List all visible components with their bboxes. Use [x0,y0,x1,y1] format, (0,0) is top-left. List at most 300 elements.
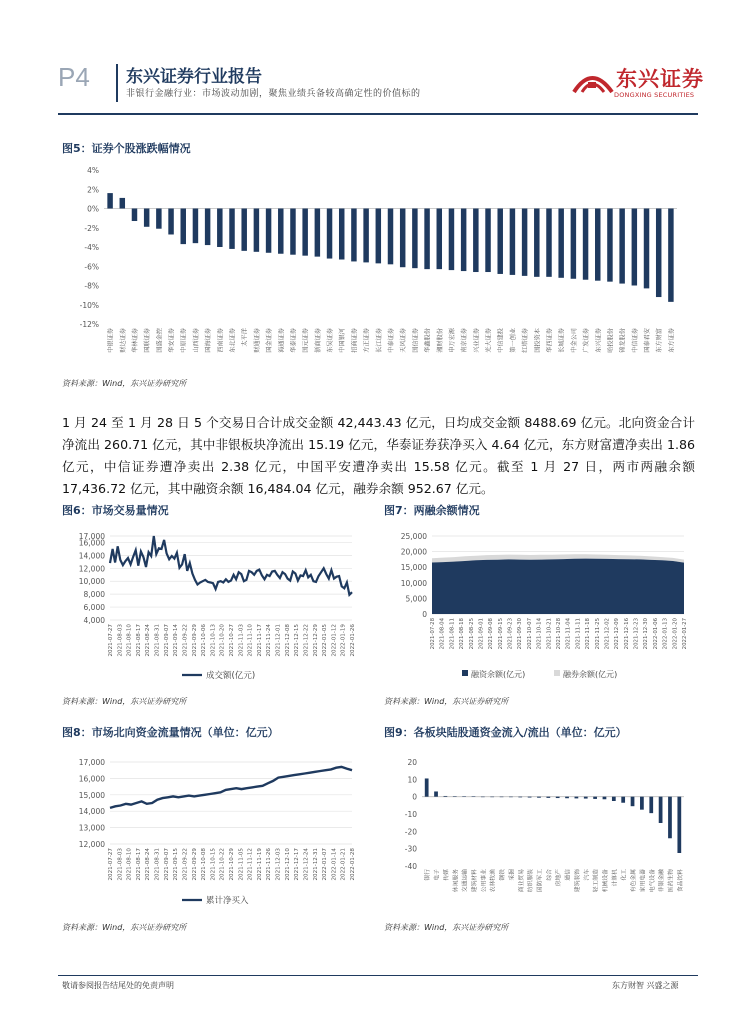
x-label-综合: 综合 [546,869,553,881]
bar-建筑材料 [472,796,476,797]
x-tick-2021-12-08: 2021-12-08 [284,624,291,657]
bar-中国银河 [339,209,344,260]
x-label-医药生物: 医药生物 [668,869,675,893]
x-label-招商证券: 招商证券 [351,328,359,353]
bar-电气设备 [649,797,653,813]
x-label-机械设备: 机械设备 [602,869,609,893]
x-label-电气设备: 电气设备 [649,869,656,893]
x-label-天风证券: 天风证券 [400,328,408,353]
x-label-国盛金控: 国盛金控 [156,328,164,353]
x-label-华林证券: 华林证券 [131,328,139,353]
chart-northbound-flow [62,752,362,912]
figure8-source: 资料来源：Wind，东兴证券研究所 [62,923,187,932]
x-label-家用电器: 家用电器 [640,869,647,893]
x-tick-2021-11-17: 2021-11-17 [256,624,263,657]
legend-label-融资: 融资余额(亿元) [471,670,526,679]
x-label-太平洋: 太平洋 [241,328,249,347]
x-tick-2021-11-24: 2021-11-24 [266,624,273,657]
x-tick-2021-11-18: 2021-11-18 [585,618,592,650]
x-label-房地产: 房地产 [556,869,563,887]
bar-广发证券 [583,209,588,280]
legend-label: 成交额(亿元) [206,671,256,681]
body-paragraph: 1 月 24 至 1 月 28 日 5 个交易日合计成交金额 42,443.43 亿元，日均成交金额 8488.69 亿元。北向资金合计净流出 260.71 亿元，其中非银板块净流出 15.19 亿元，华泰证券获净买入 4.64 亿元，东方财富遭净卖出 1.86 亿元，中信证券遭净卖出 2.38 亿元，中国平安遭净卖出 15.58 亿元。截至 1 月 27 日，两市两融余额 17,436.72 亿元，其中融资余额 16,484.04 亿元，融券余额 952.67 亿元。 [62,415,695,496]
bar-太平洋 [241,209,246,251]
bar-华泰证券 [290,209,295,255]
legend-swatch-融资 [462,670,468,676]
report-title: 东兴证券行业报告 [126,67,262,87]
x-tick-2021-09-08: 2021-09-08 [488,618,495,650]
y-tick-label-0: 25,000 [400,532,427,541]
y-tick-label-5: -6% [84,262,99,272]
x-tick-2021-08-17: 2021-08-17 [135,624,142,657]
bar-方正证券 [363,209,368,263]
x-label-第一创业: 第一创业 [509,328,517,353]
bar-计算机 [612,797,616,801]
x-label-海通证券: 海通证券 [278,328,286,353]
x-label-华鑫股份: 华鑫股份 [424,328,432,353]
x-label-长城证券: 长城证券 [558,328,566,353]
x-tick-2021-09-07: 2021-09-07 [163,848,170,881]
x-label-轻工制造: 轻工制造 [593,869,600,893]
bar-天风证券 [400,209,405,268]
bar-采掘 [509,797,513,798]
bar-中原证券 [181,209,186,245]
bar-建筑装饰 [575,797,579,799]
x-label-山西证券: 山西证券 [192,328,200,353]
y-tick-label-2: 15,000 [78,790,105,800]
bar-非银金融 [659,797,663,823]
figure7-title: 图7：两融余额情况 [384,504,480,517]
x-label-华泰证券: 华泰证券 [290,328,298,353]
x-tick-2021-10-20: 2021-10-20 [219,624,226,657]
report-subtitle: 非银行金融行业：市场波动加剧，聚焦业绩兵备较高确定性的价值标的 [126,89,421,99]
legend-swatch-融券 [554,670,560,676]
bar-综合 [546,797,550,798]
x-label-休闲服务: 休闲服务 [453,869,460,893]
bar-家用电器 [640,797,644,810]
x-label-商业贸易: 商业贸易 [518,869,525,893]
bar-红塔证券 [522,209,527,276]
bar-房地产 [556,797,560,798]
x-tick-2022-01-26: 2022-01-26 [350,624,356,657]
y-tick-label-1: 10 [407,775,417,785]
bar-医药生物 [668,797,672,839]
bar-轻工制造 [593,797,597,799]
x-label-南京证券: 南京证券 [461,328,469,353]
bar-长江证券 [376,209,381,264]
y-tick-label-4: -4% [84,243,99,252]
bar-中泰证券 [388,209,393,265]
x-label-华西证券: 华西证券 [546,328,554,353]
bar-商业贸易 [518,797,522,798]
x-label-光大证券: 光大证券 [485,328,493,353]
bar-申万宏源 [449,209,454,271]
bar-国信证券 [412,209,417,269]
bar-化工 [621,797,625,803]
x-tick-2021-08-31: 2021-08-31 [154,624,161,657]
x-tick-2021-07-27: 2021-07-27 [108,848,114,881]
x-tick-2021-08-11: 2021-08-11 [449,618,456,650]
x-tick-2021-08-10: 2021-08-10 [126,624,133,657]
y-tick-label-2: 0 [412,792,417,802]
x-label-红塔证券: 红塔证券 [522,328,530,353]
chart-sector-flow [384,752,694,920]
x-label-食品饮料: 食品饮料 [677,869,684,893]
bar-华安证券 [168,209,173,235]
legend-label-融券: 融券余额(亿元) [563,670,618,679]
y-tick-label-8: -12% [79,320,99,329]
bar-海通证券 [278,209,283,254]
x-tick-2021-11-12: 2021-11-12 [247,848,254,881]
x-label-财达证券: 财达证券 [119,328,127,353]
x-label-计算机: 计算机 [612,869,619,887]
x-tick-2021-12-31: 2021-12-31 [312,848,319,881]
footer-slogan: 东方财智 兴盛之源 [612,981,679,990]
y-tick-label-7: 4,000 [83,616,105,625]
x-label-华安证券: 华安证券 [168,328,176,353]
x-label-银行: 银行 [425,869,432,881]
x-label-长江证券: 长江证券 [375,328,383,353]
x-label-电子: 电子 [434,869,441,881]
x-label-中原证券: 中原证券 [180,328,188,353]
x-tick-2021-10-22: 2021-10-22 [219,848,226,881]
bar-国元证券 [302,209,307,256]
y-tick-label-0: 20 [407,758,417,767]
chart-stock-changes [62,160,692,365]
x-tick-2021-10-06: 2021-10-06 [201,624,208,657]
x-label-国联证券: 国联证券 [144,328,152,353]
y-tick-label-5: -30 [404,844,417,854]
x-label-建筑材料: 建筑材料 [471,869,478,893]
x-tick-2021-12-01: 2021-12-01 [275,624,282,657]
y-tick-label-6: 6,000 [83,603,105,613]
series-line-累计净买入 [110,767,352,808]
x-tick-2022-01-20: 2022-01-20 [672,618,679,650]
bar-华鑫股份 [424,209,429,270]
x-tick-2021-09-15: 2021-09-15 [173,848,180,881]
x-label-东北证券: 东北证券 [229,328,237,353]
chart-trading-volume [62,528,362,688]
bar-有色金属 [631,797,635,807]
x-label-国元证券: 国元证券 [302,328,310,353]
figure9-source: 资料来源：Wind，东兴证券研究所 [384,923,509,932]
bar-哈投股份 [607,209,612,282]
x-tick-2021-12-09: 2021-12-09 [614,618,621,650]
x-label-东兴证券: 东兴证券 [595,328,603,353]
y-tick-label-2: 15,000 [400,563,427,573]
x-label-东吴证券: 东吴证券 [327,328,335,353]
x-tick-2021-12-24: 2021-12-24 [303,848,310,881]
bar-湘财股份 [437,209,442,270]
x-tick-2022-01-13: 2022-01-13 [662,618,669,650]
bar-东吴证券 [327,209,332,259]
y-tick-label-1: 20,000 [400,547,427,557]
x-label-财通证券: 财通证券 [253,328,261,353]
y-tick-label-5: 0 [422,610,427,619]
y-tick-label-1: 16,000 [78,774,105,784]
x-tick-2022-01-21: 2022-01-21 [340,848,347,881]
figure5-source: 资料来源：Wind，东兴证券研究所 [62,379,187,388]
y-tick-label-1: 16,000 [78,538,105,548]
y-tick-label-6: -40 [404,862,417,871]
x-label-中金公司: 中金公司 [570,328,578,353]
bar-山西证券 [193,209,198,244]
bar-电子 [434,791,438,796]
x-tick-2022-01-07: 2022-01-07 [322,848,329,881]
x-tick-2021-12-22: 2021-12-22 [303,624,310,657]
x-tick-2021-09-30: 2021-09-30 [517,618,524,650]
figure6-title: 图6：市场交易量情况 [62,504,169,517]
bar-财通证券 [254,209,259,252]
y-tick-label-3: -10 [404,810,417,819]
x-tick-2022-01-06: 2022-01-06 [652,618,659,650]
x-label-传媒: 传媒 [443,869,450,881]
y-tick-label-7: -10% [79,300,99,310]
x-tick-2022-01-28: 2022-01-28 [350,848,356,881]
bar-东方财富 [656,209,661,298]
x-label-中银证券: 中银证券 [107,328,115,353]
x-tick-2021-10-21: 2021-10-21 [546,618,553,650]
bar-通信 [565,797,569,799]
bar-南京证券 [461,209,466,272]
x-label-中信证券: 中信证券 [631,328,639,353]
x-tick-2021-09-29: 2021-09-29 [191,848,198,881]
x-tick-2021-08-03: 2021-08-03 [117,624,124,657]
x-label-汽车: 汽车 [584,869,591,881]
area-融资余额 [432,559,684,614]
x-tick-2022-01-05: 2022-01-05 [322,624,329,657]
footer-disclaimer: 敬请参阅报告结尾处的免责声明 [62,981,174,990]
x-tick-2021-11-19: 2021-11-19 [256,848,263,881]
bar-国盛金控 [156,209,161,229]
figure6-source: 资料来源：Wind，东兴证券研究所 [62,697,187,706]
x-label-钢铁: 钢铁 [500,869,507,881]
x-tick-2021-10-29: 2021-10-29 [229,848,235,881]
y-tick-label-4: 13,000 [78,823,105,833]
x-tick-2021-08-18: 2021-08-18 [459,618,466,650]
x-tick-2021-10-14: 2021-10-14 [536,618,543,650]
bar-中银证券 [107,193,112,208]
bar-国联证券 [144,209,149,227]
bar-东方证券 [668,209,673,302]
bar-中信建投 [497,209,502,274]
x-tick-2021-12-15: 2021-12-15 [294,624,301,657]
x-label-国海证券: 国海证券 [205,328,213,353]
bar-锦龙股份 [619,209,624,284]
bar-纺织服装 [528,797,532,798]
x-tick-2021-11-26: 2021-11-26 [266,848,273,881]
x-label-化工: 化工 [621,869,628,881]
x-label-非银金融: 非银金融 [659,869,666,893]
bar-国海证券 [205,209,210,246]
y-tick-label-3: 14,000 [78,807,105,817]
x-tick-2022-01-12: 2022-01-12 [331,624,338,657]
page-number: P4 [58,62,90,92]
x-label-国泰君安: 国泰君安 [644,328,652,353]
x-tick-2022-01-19: 2022-01-19 [340,624,347,657]
x-label-东方财富: 东方财富 [656,328,664,353]
x-tick-2021-11-25: 2021-11-25 [594,618,601,650]
x-tick-2021-08-24: 2021-08-24 [145,624,152,657]
bar-浙商证券 [315,209,320,257]
bar-钢铁 [500,797,504,798]
x-tick-2021-08-25: 2021-08-25 [468,618,475,650]
y-tick-label-4: 5,000 [405,594,427,604]
bar-汽车 [584,797,588,799]
logo-mark-icon [574,78,612,92]
bar-中信证券 [632,209,637,286]
x-tick-2021-09-15: 2021-09-15 [497,618,504,650]
bar-光大证券 [485,209,490,273]
chart-margin-balance [384,528,694,688]
y-tick-label-0: 17,000 [78,532,105,541]
x-tick-2021-12-29: 2021-12-29 [312,624,319,657]
y-tick-label-3: 12,000 [78,564,105,574]
bar-银行 [425,778,429,796]
y-tick-label-6: -8% [84,281,99,291]
bar-国防军工 [537,797,541,798]
x-tick-2021-10-13: 2021-10-13 [210,624,217,657]
figure9-title: 图9：各板块陆股通资金流入/流出（单位：亿元） [384,726,627,739]
y-tick-label-4: 10,000 [78,577,105,587]
x-tick-2021-07-28: 2021-07-28 [430,618,436,650]
bar-东北证券 [229,209,234,249]
x-label-国信证券: 国信证券 [412,328,420,353]
x-tick-2021-11-05: 2021-11-05 [238,848,245,881]
x-label-农林牧渔: 农林牧渔 [490,869,497,893]
y-tick-label-4: -20 [404,827,417,837]
logo-text-en: DONGXING SECURITIES [614,91,695,99]
y-tick-label-5: 12,000 [78,840,105,849]
x-label-哈投股份: 哈投股份 [607,328,615,353]
bar-华西证券 [546,209,551,277]
x-tick-2021-09-22: 2021-09-22 [182,624,189,657]
bar-兴业证券 [473,209,478,273]
x-tick-2022-01-14: 2022-01-14 [331,848,338,881]
x-tick-2021-08-04: 2021-08-04 [439,618,446,650]
bar-机械设备 [603,797,607,800]
bar-交通运输 [462,796,466,797]
y-tick-label-2: 14,000 [78,551,105,561]
bar-财达证券 [120,198,125,209]
x-label-采掘: 采掘 [509,869,516,881]
x-label-湘财股份: 湘财股份 [436,328,444,353]
x-tick-2021-10-15: 2021-10-15 [210,848,217,881]
x-tick-2021-08-17: 2021-08-17 [135,848,142,881]
x-label-国金证券: 国金证券 [266,328,274,353]
figure5-title: 图5：证券个股涨跌幅情况 [62,142,191,155]
x-label-通信: 通信 [565,869,572,881]
y-tick-label-3: -2% [84,223,99,233]
x-tick-2021-12-10: 2021-12-10 [284,848,291,881]
x-label-中信建投: 中信建投 [497,328,505,353]
x-label-交通运输: 交通运输 [462,869,469,893]
footer-rule [58,975,698,976]
bar-招商证券 [351,209,356,262]
x-label-西南证券: 西南证券 [217,328,225,353]
x-tick-2021-08-24: 2021-08-24 [145,848,152,881]
x-tick-2021-10-28: 2021-10-28 [556,618,562,650]
figure7-source: 资料来源：Wind，东兴证券研究所 [384,697,509,706]
header-rule [58,113,698,115]
bar-第一创业 [510,209,515,275]
bar-东兴证券 [595,209,600,281]
x-label-中国银河: 中国银河 [339,328,347,353]
x-tick-2021-11-03: 2021-11-03 [238,624,245,657]
x-label-东方证券: 东方证券 [668,328,676,353]
x-tick-2021-09-29: 2021-09-29 [191,624,198,657]
x-label-广发证券: 广发证券 [583,328,591,353]
bar-国金证券 [266,209,271,253]
y-tick-label-5: 8,000 [83,590,105,600]
bar-传媒 [444,796,448,797]
x-tick-2021-12-16: 2021-12-16 [623,618,630,650]
x-tick-2021-12-23: 2021-12-23 [633,618,640,650]
bar-长城证券 [558,209,563,278]
y-tick-label-1: 2% [87,185,99,195]
x-tick-2021-10-08: 2021-10-08 [201,848,208,881]
x-label-方正证券: 方正证券 [363,328,371,353]
x-tick-2021-12-02: 2021-12-02 [604,618,611,650]
series-line-成交额 [110,536,352,595]
x-tick-2021-09-01: 2021-09-01 [478,618,485,650]
figure8-title: 图8：市场北向资金流量情况（单位：亿元） [62,726,279,739]
x-tick-2021-12-30: 2021-12-30 [643,618,650,650]
x-tick-2021-09-22: 2021-09-22 [182,848,189,881]
x-label-申万宏源: 申万宏源 [448,328,456,353]
bar-国泰君安 [644,209,649,289]
y-tick-label-2: 0% [87,204,99,214]
x-tick-2021-12-03: 2021-12-03 [275,848,282,881]
bar-农林牧渔 [490,797,494,798]
bar-公用事业 [481,797,485,798]
y-tick-label-0: 17,000 [78,758,105,767]
x-tick-2021-09-14: 2021-09-14 [173,624,180,657]
y-tick-label-3: 10,000 [400,578,427,588]
x-tick-2021-11-04: 2021-11-04 [565,618,572,650]
header-divider [116,64,118,102]
x-label-兴业证券: 兴业证券 [473,328,481,353]
x-label-中泰证券: 中泰证券 [388,328,395,353]
x-tick-2021-08-10: 2021-08-10 [126,848,133,881]
x-tick-2021-10-07: 2021-10-07 [526,618,533,650]
x-tick-2021-08-03: 2021-08-03 [117,848,124,881]
x-tick-2021-09-23: 2021-09-23 [507,618,514,650]
x-label-国防军工: 国防军工 [537,869,544,893]
x-tick-2021-08-31: 2021-08-31 [154,848,161,881]
bar-西南证券 [217,209,222,248]
bar-国投资本 [534,209,539,277]
logo-text-cn: 东兴证券 [616,67,704,91]
x-tick-2021-10-27: 2021-10-27 [229,624,235,657]
x-label-公用事业: 公用事业 [481,869,488,893]
x-label-国投资本: 国投资本 [534,328,542,353]
x-tick-2022-01-27: 2022-01-27 [682,618,688,650]
x-label-建筑装饰: 建筑装饰 [574,869,581,893]
bar-休闲服务 [453,796,457,797]
y-tick-label-0: 4% [87,166,99,175]
x-label-锦龙股份: 锦龙股份 [619,328,627,353]
bar-食品饮料 [677,797,681,853]
x-label-有色金属: 有色金属 [631,869,638,893]
x-label-纺织服装: 纺织服装 [528,869,535,893]
x-tick-2021-12-17: 2021-12-17 [294,848,301,881]
x-tick-2021-11-11: 2021-11-11 [575,618,582,650]
x-tick-2021-09-07: 2021-09-07 [163,624,170,657]
x-tick-2021-07-27: 2021-07-27 [108,624,114,657]
legend-label: 累计净买入 [206,896,249,906]
x-label-浙商证券: 浙商证券 [314,328,322,353]
